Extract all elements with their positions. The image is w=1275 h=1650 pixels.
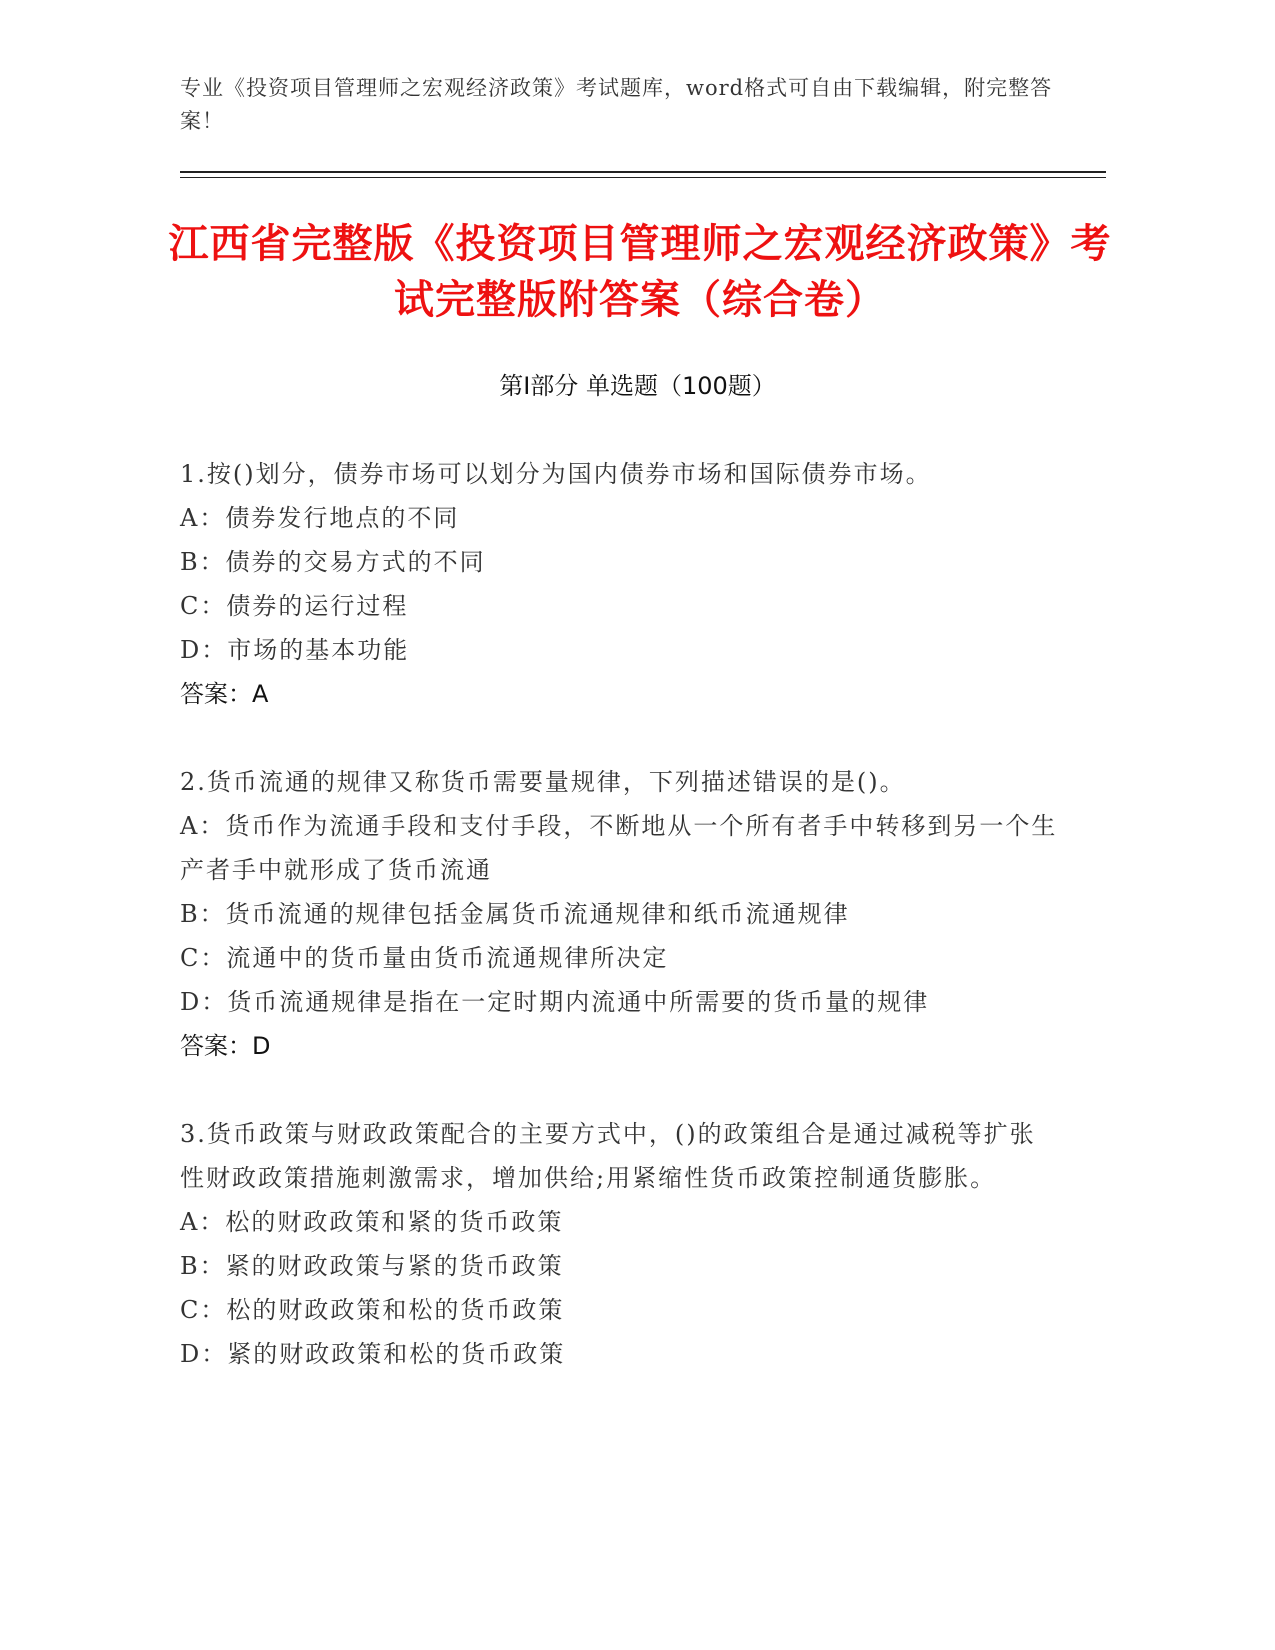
header-divider-thin xyxy=(180,177,1106,178)
header-divider-thick xyxy=(180,171,1106,173)
document-title: 江西省完整版《投资项目管理师之宏观经济政策》考试完整版附答案（综合卷） xyxy=(168,221,1112,323)
option-b: B：货币流通的规律包括金属货币流通规律和纸币流通规律 xyxy=(180,900,850,928)
option-d: D：货币流通规律是指在一定时期内流通中所需要的货币量的规律 xyxy=(180,988,930,1016)
option-a: A：货币作为流通手段和支付手段，不断地从一个所有者手中转移到另一个生产者手中就形成了货币流通 xyxy=(180,812,1058,884)
option-d: D：市场的基本功能 xyxy=(180,636,410,664)
option-b: B：债券的交易方式的不同 xyxy=(180,548,486,576)
option-c: C：流通中的货币量由货币流通规律所决定 xyxy=(180,944,669,972)
question-1 xyxy=(180,452,1060,716)
option-c: C：债券的运行过程 xyxy=(180,592,409,620)
question-list xyxy=(180,452,1060,1420)
option-a: A：债券发行地点的不同 xyxy=(180,504,460,532)
option-a: A：松的财政政策和紧的货币政策 xyxy=(180,1208,564,1236)
header-note: 专业《投资项目管理师之宏观经济政策》考试题库，word格式可自由下载编辑，附完整答案！ xyxy=(180,76,1053,133)
question-2 xyxy=(180,760,1060,1068)
option-b: B：紧的财政政策与紧的货币政策 xyxy=(180,1252,564,1280)
question-stem: 3.货币政策与财政政策配合的主要方式中，()的政策组合是通过减税等扩张性财政政策措施刺激需求，增加供给;用紧缩性货币政策控制通货膨胀。 xyxy=(180,1120,1036,1192)
option-d: D：紧的财政政策和松的货币政策 xyxy=(180,1340,566,1368)
section-heading: 第I部分 单选题（100题） xyxy=(499,372,776,400)
option-c: C：松的财政政策和松的货币政策 xyxy=(180,1296,565,1324)
answer: 答案：A xyxy=(180,680,269,708)
question-3 xyxy=(180,1112,1060,1376)
answer: 答案：D xyxy=(180,1032,271,1060)
question-stem: 2.货币流通的规律又称货币需要量规律，下列描述错误的是()。 xyxy=(180,768,906,796)
question-stem: 1.按()划分，债券市场可以划分为国内债券市场和国际债券市场。 xyxy=(180,460,932,488)
